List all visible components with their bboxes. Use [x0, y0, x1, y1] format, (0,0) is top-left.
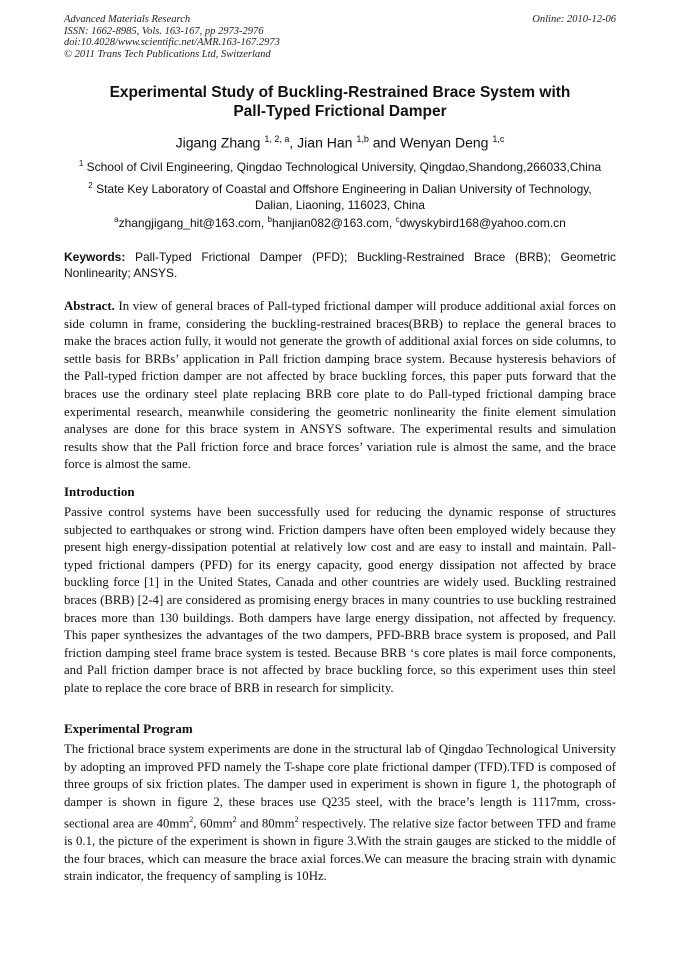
email-marker: c	[395, 215, 400, 224]
author-superscript: 1, 2, a	[264, 134, 290, 144]
issn-line: ISSN: 1662-8985, Vols. 163-167, pp 2973-2976	[64, 25, 264, 37]
email-line	[64, 212, 616, 231]
affiliation-text: School of Civil Engineering, Qingdao Technological University, Qingdao,Shandong,266033,China	[86, 160, 602, 174]
superscript: 2	[189, 815, 194, 825]
affiliation-marker: 2	[88, 181, 93, 190]
author-name: Jian Han	[297, 134, 353, 151]
author-superscript: 1,b	[356, 134, 369, 144]
keywords-label: Keywords:	[64, 250, 126, 264]
email-marker: b	[267, 215, 272, 224]
keywords	[64, 249, 616, 281]
section-heading-experimental-program: Experimental Program	[64, 721, 193, 736]
abstract	[64, 298, 616, 474]
journal-name: Advanced Materials Research	[64, 14, 191, 25]
author-name: Wenyan Deng	[399, 134, 489, 151]
email-c: dwyskybird168@yahoo.com.cn	[399, 216, 566, 230]
affiliation-marker: 1	[78, 159, 84, 168]
online-date: Online: 2010-12-06	[532, 14, 616, 25]
experimental-program-paragraph: The frictional brace system experiments are done in the structural lab of Qingdao Technological University by adopting an improved PFD namely the T-shape core plate frictional damper (TFD).TFD is composed of three groups of six friction plates. The damper used in experiment is shown in figure 1, the photograph of damper is shown in figure 2, these braces use Q235 steel, with the brace’s length is 1117mm, cross-sectional area are $40mm^2$, $60mm^2$ and $80mm^2$ respectively. The relative size factor between TFD and frame is 0.1, the picture of the experiment is shown in figure 3.With the strain gauges are sticked to the middle of the four braces, which can measure the brace axial forces.We can measure the bracing strain with dynamic strain indicator, the frequency of sampling is 10Hz.	[64, 742, 616, 884]
author-name: Jigang Zhang	[175, 134, 261, 151]
email-a: zhangjigang_hit@163.com,	[118, 216, 268, 230]
affiliation-text: Dalian, Liaoning, 116023, China	[255, 198, 425, 212]
keywords-text: Pall-Typed Frictional Damper (PFD); Buckling-Restrained Brace (BRB); Geometric Nonlinearity; ANSYS.	[64, 250, 616, 280]
author-separator: and	[368, 134, 400, 151]
affiliation-text: State Key Laboratory of Coastal and Offshore Engineering in Dalian University of Technology,	[96, 182, 592, 196]
journal-header	[64, 14, 616, 60]
title-line-1: Experimental Study of Buckling-Restrained Brace System with	[109, 84, 571, 101]
affiliation-2	[64, 178, 616, 213]
abstract-label: Abstract.	[64, 299, 115, 313]
superscript: 2	[294, 815, 299, 825]
copyright-line: © 2011 Trans Tech Publications Ltd, Switzerland	[64, 48, 271, 60]
title-line-2: Pall-Typed Frictional Damper	[233, 103, 447, 120]
affiliation-1	[64, 156, 616, 175]
author-separator: ,	[289, 134, 298, 151]
email-b: hanjian082@163.com,	[271, 216, 396, 230]
paper-title	[64, 83, 616, 121]
abstract-text: In view of general braces of Pall-typed frictional damper will produce additional axial forces on side column in frame, considering the buckling-restrained braces(BRB) to replace the general braces to make the braces action fully, it would not generate the growth of additional axial forces on side columns, to settle basis for BRBs’ application in Pall friction damping brace system. Because hysteresis behaviors of the Pall-typed friction damper are not affected by brace buckling forces, this paper puts forward that the braces use the ordinary steel plate replacing BRB core plate to do Pall-typed frictional damping brace experimental research, meanwhile considering the geometric nonlinearity the finite element simulation analyses are done for this brace system in ANSYS software. The experimental results and simulation results show that the Pall friction force and brace forces’ variation rule is almost the same, and the brace force is almost the same.	[64, 299, 616, 472]
superscript: 2	[232, 815, 237, 825]
doi-line: doi:10.4028/www.scientific.net/AMR.163-167.2973	[64, 37, 280, 48]
author-superscript: 1,c	[492, 134, 505, 144]
author-list	[64, 130, 616, 152]
email-marker: a	[114, 215, 119, 224]
section-heading-introduction: Introduction	[64, 484, 135, 499]
introduction-paragraph: Passive control systems have been successfully used for reducing the dynamic response of structures subjected to earthquakes or strong wind. Friction dampers have often been employed widely because they present high energy-dissipation potential at relatively low cost and are easy to install and maintain. Pall-typed frictional dampers (PFD) for its energy capacity, good energy dissipation not affected by brace buckling force [1] in the United States, Canada and other countries are widely used. Buckling restrained braces (BRB) [2-4] are considered as promising energy braces in many countries to use buckling restrained braces more than 130 buildings. Both dampers have large energy dissipation, not affected by frequency. This paper synthesizes the advantages of the two dampers, PFD-BRB brace system is proposed, and Pall friction damping steel frame brace system is tested. Because BRB ‘s core plates is mail force components, and Pall friction damper brace is not affected by brace buckling force, so this experiment uses thin steel plate to replace the core brace of BRB in research for simplicity.	[64, 505, 616, 695]
